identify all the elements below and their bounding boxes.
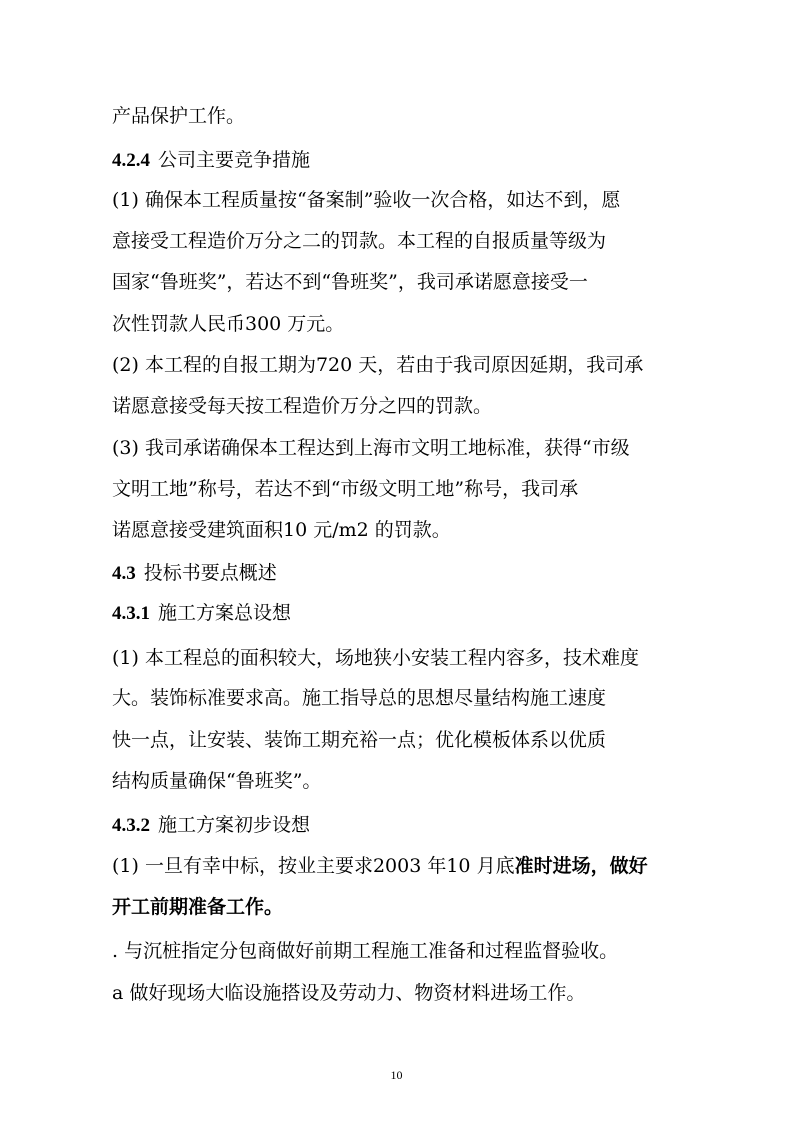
paragraph-line: 次性罚款人民币300 万元。	[112, 313, 345, 335]
page-number: 10	[390, 1068, 403, 1082]
section-heading-4-3-1	[112, 601, 291, 626]
section-number: 4.3	[112, 563, 136, 584]
section-number: 4.3.2	[112, 815, 150, 836]
section-heading-4-3-2	[112, 813, 310, 838]
list-item: a 做好现场大临设施搭设及劳动力、物资材料进场工作。	[112, 982, 586, 1004]
list-item: . 与沉桩指定分包商做好前期工程施工准备和过程监督验收。	[112, 940, 619, 962]
section-heading-4-3	[112, 561, 277, 586]
section-title: 公司主要竞争措施	[158, 149, 311, 171]
section-heading-4-2-4	[112, 148, 310, 173]
emphasized-text: 准时进场，做好	[514, 855, 648, 877]
paragraph-text: (1) 一旦有幸中标，按业主要求2003 年10 月底	[112, 855, 515, 877]
paragraph-line: 国家“鲁班奖”，若达不到“鲁班奖”，我司承诺愿意接受一	[112, 271, 588, 293]
emphasized-paragraph-line: 开工前期准备工作。	[112, 896, 284, 918]
paragraph-line: 产品保护工作。	[112, 105, 246, 127]
paragraph-line: (1) 本工程总的面积较大，场地狭小安装工程内容多，技术难度	[112, 647, 639, 669]
paragraph-line: 快一点，让安装、装饰工期充裕一点；优化模板体系以优质	[112, 729, 607, 751]
paragraph-line: 结构质量确保“鲁班奖”。	[112, 770, 322, 792]
section-title: 投标书要点概述	[143, 562, 277, 584]
paragraph-line: (3) 我司承诺确保本工程达到上海市文明工地标准，获得“市级	[112, 437, 630, 459]
section-title: 施工方案初步设想	[158, 814, 311, 836]
paragraph-line: 诺愿意接受每天按工程造价万分之四的罚款。	[112, 395, 493, 417]
paragraph-line: 意接受工程造价万分之二的罚款。本工程的自报质量等级为	[112, 230, 607, 252]
paragraph-line: (2) 本工程的自报工期为720 天，若由于我司原因延期，我司承	[112, 354, 644, 376]
paragraph-line: 大。装饰标准要求高。施工指导总的思想尽量结构施工速度	[112, 687, 607, 709]
section-number: 4.2.4	[112, 150, 150, 171]
paragraph-line: (1) 确保本工程质量按“备案制”验收一次合格，如达不到，愿	[112, 189, 621, 211]
section-number: 4.3.1	[112, 603, 150, 624]
paragraph-line: 诺愿意接受建筑面积10 元/m2 的罚款。	[112, 519, 451, 541]
section-title: 施工方案总设想	[158, 602, 292, 624]
paragraph-line	[112, 854, 648, 878]
paragraph-line: 文明工地”称号，若达不到“市级文明工地”称号，我司承	[112, 478, 579, 500]
